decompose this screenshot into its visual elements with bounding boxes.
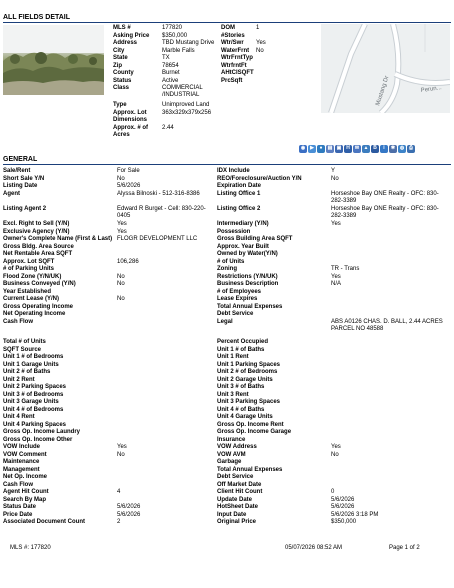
map-image (321, 24, 450, 113)
field-label: #Stories (221, 32, 245, 39)
field-value: Yes (117, 221, 127, 227)
field-value: Yes (256, 40, 266, 46)
field-label: MLS # (113, 25, 131, 31)
settings-icon[interactable]: ✱ (390, 145, 396, 152)
field-label: Unit 1 Rent (217, 354, 249, 360)
field-label: Short Sale Y/N (3, 175, 45, 182)
field-label: WtrfrntFt (221, 62, 247, 69)
field-label: Unit 1 Parking Spaces (217, 361, 281, 368)
field-value: No (117, 273, 125, 280)
field-label: VOW AVM (217, 451, 246, 458)
field-value: Horseshoe Bay ONE Realty - OFC: 830-282-3389 (331, 206, 439, 220)
action-icon-bar (299, 145, 415, 154)
field-label: Sale/Rent (3, 168, 31, 174)
property-photo[interactable] (3, 25, 104, 95)
field-value: ABS A0126 CHAS. D. BALL, 2.44 ACRES PARCEL NO 48588 (331, 318, 443, 332)
field-label: Unit 4 Parking Spaces (3, 421, 67, 428)
field-label: Unit 4 Garage Units (217, 414, 273, 420)
field-label: Price Date (3, 511, 33, 518)
field-label: Off Market Date (217, 481, 262, 488)
field-value: No (117, 451, 125, 458)
field-label: Zip (113, 62, 122, 69)
field-value: 5/6/2026 (331, 504, 355, 510)
field-value: 5/6/2026 (331, 496, 355, 503)
section-title-general: GENERAL (3, 156, 38, 163)
field-label: Percent Occupied (217, 339, 269, 345)
field-label: Total Annual Expenses (217, 466, 283, 473)
field-label: # of Parking Units (3, 266, 55, 272)
field-value: Yes (331, 273, 341, 280)
footer-mls: MLS #: 177820 (10, 545, 51, 551)
field-label: Approx. # of Acres (113, 125, 149, 139)
field-value: 0 (331, 489, 335, 495)
field-label: Business Conveyed (Y/N) (3, 281, 76, 287)
field-label: Cash Flow (3, 318, 34, 325)
field-label: Unit 3 Garage Units (3, 399, 59, 405)
field-label: Possession (217, 228, 251, 235)
field-label: Original Price (217, 519, 257, 525)
field-label: Unit 4 # of Bedrooms (3, 406, 64, 413)
field-value: No (331, 175, 339, 182)
field-label: Net Rentable Area SQFT (3, 251, 73, 257)
field-label: SQFT Source (3, 346, 42, 353)
field-label: Management (3, 466, 40, 473)
print-icon[interactable]: ⎙ (408, 145, 413, 152)
field-label: Zoning (217, 266, 237, 272)
field-label: Net Op. Income (3, 474, 48, 480)
general-rule (3, 164, 451, 165)
field-label: Unit 1 # of Baths (217, 346, 265, 353)
field-label: Unit 3 Rent (217, 391, 249, 398)
field-label: Gross Building Area SQFT (217, 236, 293, 242)
field-label: Agent Hit Count (3, 489, 49, 495)
field-value: 1 (256, 25, 260, 31)
field-label: Gross Operating Income (3, 303, 74, 310)
field-label: Approx. Lot Dimensions (113, 110, 148, 124)
field-label: Intermediary (Y/N) (217, 221, 269, 227)
field-value: $350,000 (162, 32, 188, 39)
field-label: Cash Flow (3, 481, 34, 488)
map-road-label-2: Perun... (420, 85, 443, 94)
field-value: No (117, 175, 125, 182)
field-label: Status (113, 77, 132, 84)
field-label: Gross Op. Income Rent (217, 421, 284, 428)
field-label: Total # of Units (3, 339, 46, 345)
field-label: Unit 3 # of Bedrooms (3, 391, 64, 398)
field-label: Debt Service (217, 311, 254, 317)
field-label: Legal (217, 318, 233, 325)
field-value: 78654 (162, 62, 179, 69)
field-label: Approx. Year Built (217, 243, 269, 250)
field-value: Active (162, 77, 179, 84)
field-label: Listing Date (3, 183, 38, 189)
field-value: N/A (331, 281, 342, 287)
map-icon[interactable]: ▲ (363, 145, 369, 152)
field-label: REO/Foreclosure/Auction Y/N (217, 175, 302, 182)
field-label: VOW Comment (3, 451, 47, 458)
field-label: Associated Document Count (3, 519, 86, 525)
field-value: 5/6/2026 (117, 511, 141, 518)
history-icon[interactable]: H (344, 145, 352, 153)
field-label: Listing Office 1 (217, 190, 261, 197)
field-label: WtrFrntTyp (221, 55, 253, 61)
field-label: AHtClSQFT (221, 70, 254, 76)
field-label: County (113, 70, 134, 76)
field-label: Owner's Complete Name (First & Last) (3, 236, 113, 242)
field-value: Yes (331, 221, 341, 227)
field-label: Asking Price (113, 32, 150, 39)
field-label: HotSheet Date (217, 504, 259, 510)
book-icon[interactable]: B (371, 145, 379, 153)
field-label: Gross Op. Income Other (3, 436, 73, 443)
field-label: Current Lease (Y/N) (3, 296, 60, 302)
field-label: Unit 3 # of Baths (217, 384, 265, 390)
field-value: Yes (331, 444, 341, 450)
field-label: Unit 1 # of Bedrooms (3, 354, 64, 360)
field-label: Unit 2 Garage Units (217, 376, 273, 383)
field-value: TBD Mustang Drive (162, 40, 215, 46)
field-label: Restrictions (Y/N/UK) (217, 273, 278, 280)
field-value: FLOGR DEVELOPMENT LLC (117, 236, 198, 242)
field-label: Unit 2 # of Baths (3, 369, 51, 375)
info-icon[interactable]: i (380, 145, 388, 153)
field-label: IDX Include (217, 168, 250, 174)
field-value: Yes (117, 444, 127, 450)
field-label: Unit 4 # of Baths (217, 406, 265, 413)
field-label: Class (113, 85, 130, 91)
property-photo-image (3, 25, 104, 95)
field-label: Wtr/Swr (221, 40, 244, 46)
field-value: No (331, 451, 339, 458)
field-label: Debt Service (217, 474, 254, 480)
map-road-label-1: Mustang Dr (375, 75, 391, 107)
field-label: Unit 2 Parking Spaces (3, 384, 67, 390)
field-value: $350,000 (331, 519, 357, 525)
field-label: Approx. Lot SQFT (3, 258, 55, 265)
web-icon[interactable]: ◍ (399, 145, 405, 152)
field-label: Year Established (3, 288, 52, 295)
field-label: Business Description (217, 281, 279, 287)
field-label: Search By Map (3, 496, 47, 503)
field-value: 5/6/2026 (117, 183, 141, 189)
field-label: Status Date (3, 504, 37, 510)
field-label: Type (113, 102, 127, 108)
field-value: Y (331, 168, 336, 174)
field-label: Unit 1 Garage Units (3, 361, 59, 368)
field-value: For Sale (117, 168, 140, 174)
field-label: Exclusive Agency (Y/N) (3, 228, 70, 235)
field-label: Flood Zone (Y/N/UK) (3, 273, 62, 280)
field-value: Burnet (162, 70, 180, 76)
tour-icon[interactable]: ● (317, 145, 325, 153)
field-value: Marble Falls (162, 47, 195, 54)
field-label: Gross Op. Income Laundry (3, 429, 81, 435)
field-label: Insurance (217, 436, 246, 443)
location-map[interactable] (321, 24, 450, 113)
footer-timestamp: 05/07/2026 08:52 AM (285, 545, 343, 551)
field-value: 5/6/2026 3:18 PM (331, 511, 379, 518)
field-value: 177820 (162, 25, 183, 31)
field-value: No (117, 296, 125, 302)
field-label: Total Annual Expenses (217, 303, 283, 310)
field-value: Yes (117, 228, 127, 235)
field-label: Net Operating Income (3, 311, 66, 317)
field-value: 363x329x379x256 (162, 110, 212, 116)
title-rule (3, 22, 451, 23)
field-value: 2.44 (162, 125, 174, 131)
field-label: Address (113, 40, 138, 46)
field-value: 5/6/2026 (117, 504, 141, 510)
field-label: DOM (221, 25, 235, 31)
field-label: Gross Bldg. Area Source (3, 243, 74, 250)
page-title: ALL FIELDS DETAIL (3, 14, 71, 21)
field-value: Edward R Burget - Cell: 830-220-0405 (117, 206, 206, 220)
field-label: Unit 2 Rent (3, 376, 35, 383)
docs-icon[interactable]: ▤ (327, 145, 333, 152)
field-label: # of Units (217, 258, 245, 265)
field-label: Owned by Water(Y/N) (217, 251, 278, 257)
field-label: Lease Expires (217, 296, 258, 302)
field-value: No (117, 281, 125, 287)
camera-icon[interactable]: ◉ (300, 145, 306, 152)
field-label: Gross Op. Income Garage (217, 429, 292, 435)
field-label: Client Hit Count (217, 489, 263, 495)
field-label: WaterFrnt (221, 47, 250, 54)
photos-icon[interactable]: ▣ (336, 145, 342, 152)
field-value: COMMERCIAL /INDUSTRIAL (162, 85, 203, 99)
field-label: Update Date (217, 496, 253, 503)
field-label: State (113, 55, 128, 61)
field-label: PrcSqft (221, 77, 243, 84)
field-value: TR - Trans (331, 266, 360, 272)
field-label: Maintenance (3, 459, 40, 465)
field-label: Excl. Right to Sell (Y/N) (3, 221, 70, 227)
field-label: Unit 3 Parking Spaces (217, 399, 281, 405)
field-value: 106,286 (117, 258, 139, 265)
field-value: Alyssa Bilnoski - 512-316-8386 (117, 190, 200, 197)
field-value: 4 (117, 489, 121, 495)
video-icon[interactable]: ▶ (308, 145, 316, 153)
field-value: Horseshoe Bay ONE Realty - OFC: 830-282-3389 (331, 190, 439, 204)
field-label: Input Date (217, 511, 247, 518)
field-label: # of Employees (217, 288, 262, 295)
field-label: Unit 2 # of Bedrooms (217, 369, 278, 375)
field-value: No (256, 47, 264, 54)
field-value: Unimproved Land (162, 102, 210, 108)
footer-page: Page 1 of 2 (389, 545, 420, 551)
field-label: Agent (3, 190, 20, 197)
field-label: VOW Address (217, 444, 257, 450)
field-label: Unit 4 Rent (3, 414, 35, 420)
field-label: VOW Include (3, 444, 41, 450)
field-label: Listing Office 2 (217, 206, 261, 212)
field-label: City (113, 47, 125, 54)
field-label: Listing Agent 2 (3, 206, 47, 212)
field-value: TX (162, 55, 170, 61)
field-value: 2 (117, 519, 121, 525)
field-label: Expiration Date (217, 183, 262, 189)
email-icon[interactable]: ✉ (354, 145, 360, 152)
field-label: Garbage (217, 459, 242, 465)
